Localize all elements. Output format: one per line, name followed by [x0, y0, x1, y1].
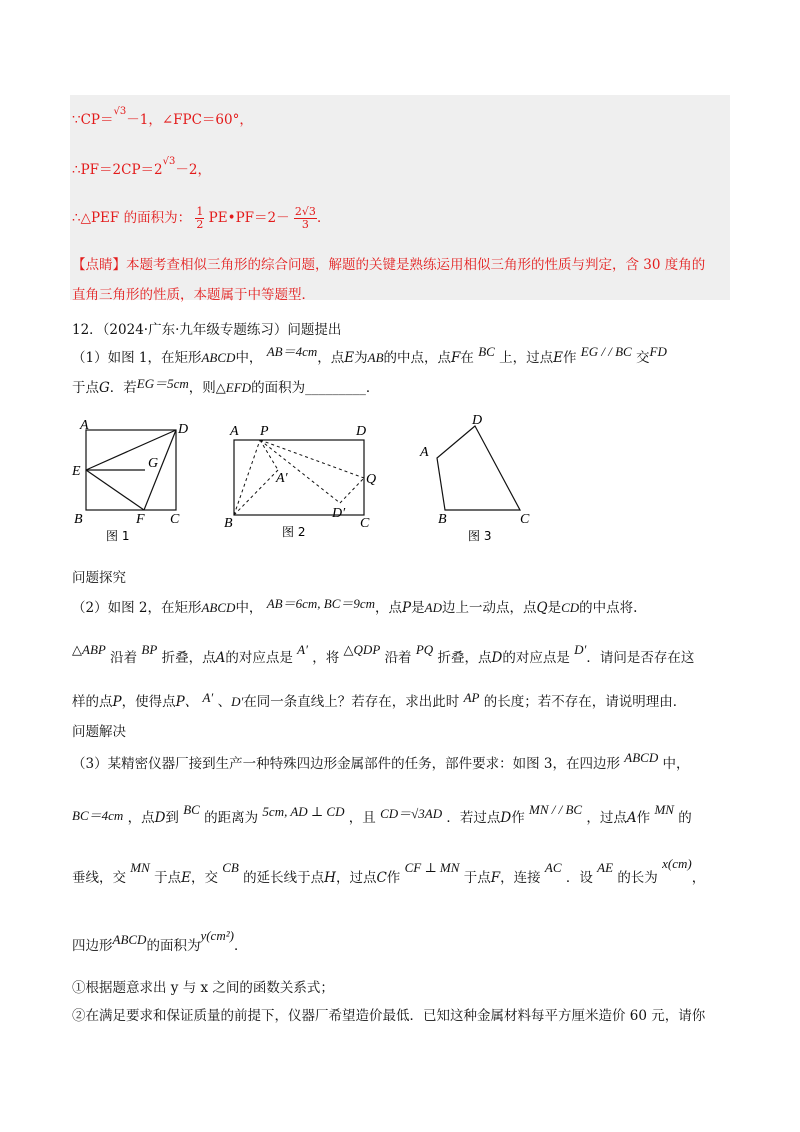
math: CD＝√3AD: [380, 806, 443, 821]
text: 在同一条直线上？若存在，求出此时: [243, 694, 460, 710]
math: AE: [597, 860, 614, 875]
math: EG / / BC: [580, 344, 632, 359]
fig1-label: D: [178, 422, 189, 437]
text: 垂线，交: [72, 870, 126, 886]
text: ，点: [127, 810, 155, 826]
text: 的长度；若不存在，请说明理由．: [483, 694, 687, 710]
text: ，则: [188, 380, 216, 396]
math: E: [181, 870, 191, 886]
fig2-caption: 图 2: [282, 525, 306, 539]
text: 沿着: [384, 650, 412, 666]
figure-3: [410, 410, 540, 545]
p3-line-3: [72, 856, 706, 886]
text: 于点: [154, 870, 182, 886]
math: AC: [544, 860, 562, 875]
text: 的: [678, 810, 692, 826]
sqrt3: √3: [113, 106, 127, 117]
math: E: [344, 350, 355, 366]
text: ．若过点: [446, 810, 501, 826]
p2-line-3: [72, 690, 686, 710]
fig1-label: B: [74, 512, 83, 527]
text: ，连接: [500, 870, 541, 886]
text: （3）某精密仪器厂接到生产一种特殊四边形金属部件的任务，部件要求：如图 3，在四边形: [72, 756, 620, 772]
fig3-label: C: [520, 512, 530, 527]
math: Q: [536, 600, 548, 616]
math: CD: [561, 600, 580, 615]
math: 5cm, AD ⊥ CD: [262, 804, 345, 819]
text: 作: [562, 350, 577, 366]
math: BC: [478, 344, 495, 359]
fraction-half: [195, 206, 204, 231]
text: ．: [316, 210, 331, 226]
math: A: [215, 650, 226, 666]
text: 是: [411, 600, 425, 616]
text: 的对应点是: [502, 650, 570, 666]
math: AB: [367, 350, 384, 365]
text: 是: [547, 600, 562, 616]
text: 的对应点是: [225, 650, 293, 666]
fig2-label: A: [230, 424, 239, 439]
math: C: [376, 870, 387, 886]
question-item-2: ②在满足要求和保证质量的前提下，仪器厂希望造价最低．已知这种金属材料每平方厘米造价 60 元，请你: [72, 1008, 706, 1024]
text: ∴PF＝2CP＝2: [72, 162, 163, 178]
text: －1，∠FPC＝60°，: [126, 112, 253, 128]
fig2-d1q: [340, 478, 364, 503]
math: D′: [574, 642, 587, 657]
fig2-label: D: [356, 424, 367, 439]
text: ．: [233, 938, 248, 954]
comment-line-1: 【点睛】本题考查相似三角形的综合问题，解题的关键是熟练运用相似三角形的性质与判定，含 30 度角的: [72, 257, 706, 273]
text: 折叠，点: [161, 650, 216, 666]
p1-line-2: [72, 376, 379, 396]
math: MN / / BC: [529, 802, 583, 817]
math: x(cm): [662, 856, 692, 871]
fig2-label: D′: [332, 506, 346, 521]
fig2-label: Q: [366, 472, 377, 487]
text: 的长为: [617, 870, 658, 886]
fig2-label: C: [360, 516, 370, 531]
text: 边上一动点，点: [441, 600, 537, 616]
math: AB＝4cm: [266, 344, 318, 359]
p1-line-1: [72, 346, 667, 366]
p2-line-2: [72, 642, 695, 666]
math: A: [626, 810, 637, 826]
math: CB: [222, 860, 239, 875]
math: E: [553, 350, 563, 366]
text: ，过点: [335, 870, 377, 886]
p2-line-1: [72, 596, 637, 616]
text: ∴△PEF 的面积为：: [72, 210, 192, 226]
text: 为: [354, 350, 368, 366]
math: P: [112, 694, 122, 710]
p3-line-2: [72, 802, 692, 826]
math: F: [490, 870, 501, 886]
text: ，: [691, 870, 706, 886]
text: 四边形: [72, 938, 113, 954]
fig2-label: P: [260, 424, 269, 439]
text: 作: [511, 810, 525, 826]
text: －2，: [175, 162, 211, 178]
text: 的中点将.: [579, 600, 638, 616]
solution-line-3: [72, 206, 330, 231]
text: 交: [636, 350, 650, 366]
text: 的面积为: [251, 380, 306, 396]
math: AP: [463, 690, 480, 705]
text: 、: [217, 694, 232, 710]
text: PE•PF＝2－: [208, 210, 290, 226]
text: 于点: [463, 870, 491, 886]
text: 样的点: [72, 694, 113, 710]
math: △QDP: [343, 642, 381, 657]
fig1-caption: 图 1: [106, 529, 130, 543]
math: △ABP: [72, 642, 106, 657]
math: MN: [654, 802, 674, 817]
math: y(cm²): [200, 928, 234, 943]
math: G: [99, 380, 110, 396]
fraction-2sqrt3-3: [294, 206, 317, 231]
comment-line-2: 直角三角形的性质，本题属于中等题型．: [72, 287, 315, 303]
text: 沿着: [110, 650, 138, 666]
text: 的距离为: [204, 810, 259, 826]
fig1-label: E: [72, 464, 81, 479]
math: AD: [424, 600, 442, 615]
fig3-quad: [437, 426, 520, 510]
answer-blank: _________: [305, 380, 366, 396]
text: ∵CP＝: [72, 112, 114, 128]
text: 的面积为: [146, 938, 201, 954]
math: A′: [202, 690, 214, 705]
math: D: [500, 810, 512, 826]
text: ，点: [317, 350, 345, 366]
math: CF ⊥ MN: [404, 860, 460, 875]
fig3-caption: 图 3: [468, 529, 492, 543]
fig2-label: B: [224, 516, 233, 531]
math: BC: [183, 802, 200, 817]
figure-1: [70, 415, 200, 545]
fig3-label: B: [438, 512, 447, 527]
text: ，交: [190, 870, 218, 886]
numerator: 1: [196, 205, 204, 218]
text: 中，: [235, 350, 263, 366]
text: 在: [460, 350, 474, 366]
math: F: [451, 350, 461, 366]
numerator: 2√3: [294, 205, 316, 218]
fig1-label: A: [80, 418, 89, 433]
text: ．若: [109, 380, 137, 396]
text: ．: [365, 380, 380, 396]
fig2-pd1: [260, 440, 340, 503]
text: ，将: [312, 650, 340, 666]
text: ，点: [375, 600, 403, 616]
text: 中，: [662, 756, 690, 772]
math: A′: [297, 642, 308, 657]
fig3-label: A: [420, 445, 429, 460]
math: ABCD: [112, 932, 147, 947]
fig2-bp: [234, 440, 260, 515]
explore-title: 问题探究: [72, 570, 126, 586]
p3-line-1: [72, 752, 690, 772]
text: 的延长线于点: [243, 870, 325, 886]
text: 中，: [235, 600, 263, 616]
text: ．设: [565, 870, 593, 886]
fig3-label: D: [472, 413, 483, 428]
math: BC＝4cm: [72, 808, 124, 823]
text: （1）如图 1，在矩形: [72, 350, 202, 366]
math: BP: [141, 642, 158, 657]
text: 的中点，点: [383, 350, 452, 366]
fig2-rect: [234, 440, 364, 515]
text: ．请问是否存在这: [586, 650, 695, 666]
denominator: 3: [301, 218, 309, 231]
text: 作: [386, 870, 401, 886]
figure-2: [220, 415, 390, 545]
fig2-ba1: [234, 470, 278, 515]
denominator: 2: [196, 218, 204, 231]
math: P: [402, 600, 412, 616]
fig2-pa1: [260, 440, 278, 470]
math: D′: [231, 694, 244, 709]
text: 于点: [72, 380, 99, 396]
math: △EFD: [215, 380, 252, 395]
text: 上，过点: [499, 350, 554, 366]
fig1-label: G: [148, 456, 159, 471]
problem-header: 12．（2024·广东·九年级专题练习）问题提出: [72, 322, 342, 338]
math: D: [491, 650, 503, 666]
fig1-label: C: [170, 512, 180, 527]
text: 到: [165, 810, 179, 826]
text: （2）如图 2，在矩形: [72, 600, 202, 616]
math: H: [324, 870, 336, 886]
sqrt3: √3: [162, 156, 176, 167]
math: FD: [649, 344, 667, 359]
solve-title: 问题解决: [72, 724, 126, 740]
text: ，使得点: [121, 694, 176, 710]
math: MN: [130, 860, 150, 875]
math: ABCD: [201, 600, 236, 615]
question-item-1: ①根据题意求出 y 与 x 之间的函数关系式；: [72, 980, 334, 996]
text: 折叠，点: [437, 650, 492, 666]
math: D: [154, 810, 166, 826]
p3-line-4: [72, 928, 248, 954]
math: P、: [175, 694, 199, 710]
solution-line-2: [72, 158, 211, 178]
math: AB＝6cm, BC＝9cm: [266, 596, 376, 611]
math: ABCD: [201, 350, 236, 365]
solution-line-1: [72, 108, 253, 128]
text: ，过点: [586, 810, 627, 826]
math: ABCD: [624, 750, 659, 765]
text: ，且: [348, 810, 376, 826]
fig1-label: F: [136, 512, 145, 527]
math: EG＝5cm: [136, 376, 189, 391]
fig1-ef: [86, 470, 144, 510]
fig2-label: A′: [276, 471, 288, 486]
text: 作: [636, 810, 651, 826]
math: PQ: [415, 642, 434, 657]
